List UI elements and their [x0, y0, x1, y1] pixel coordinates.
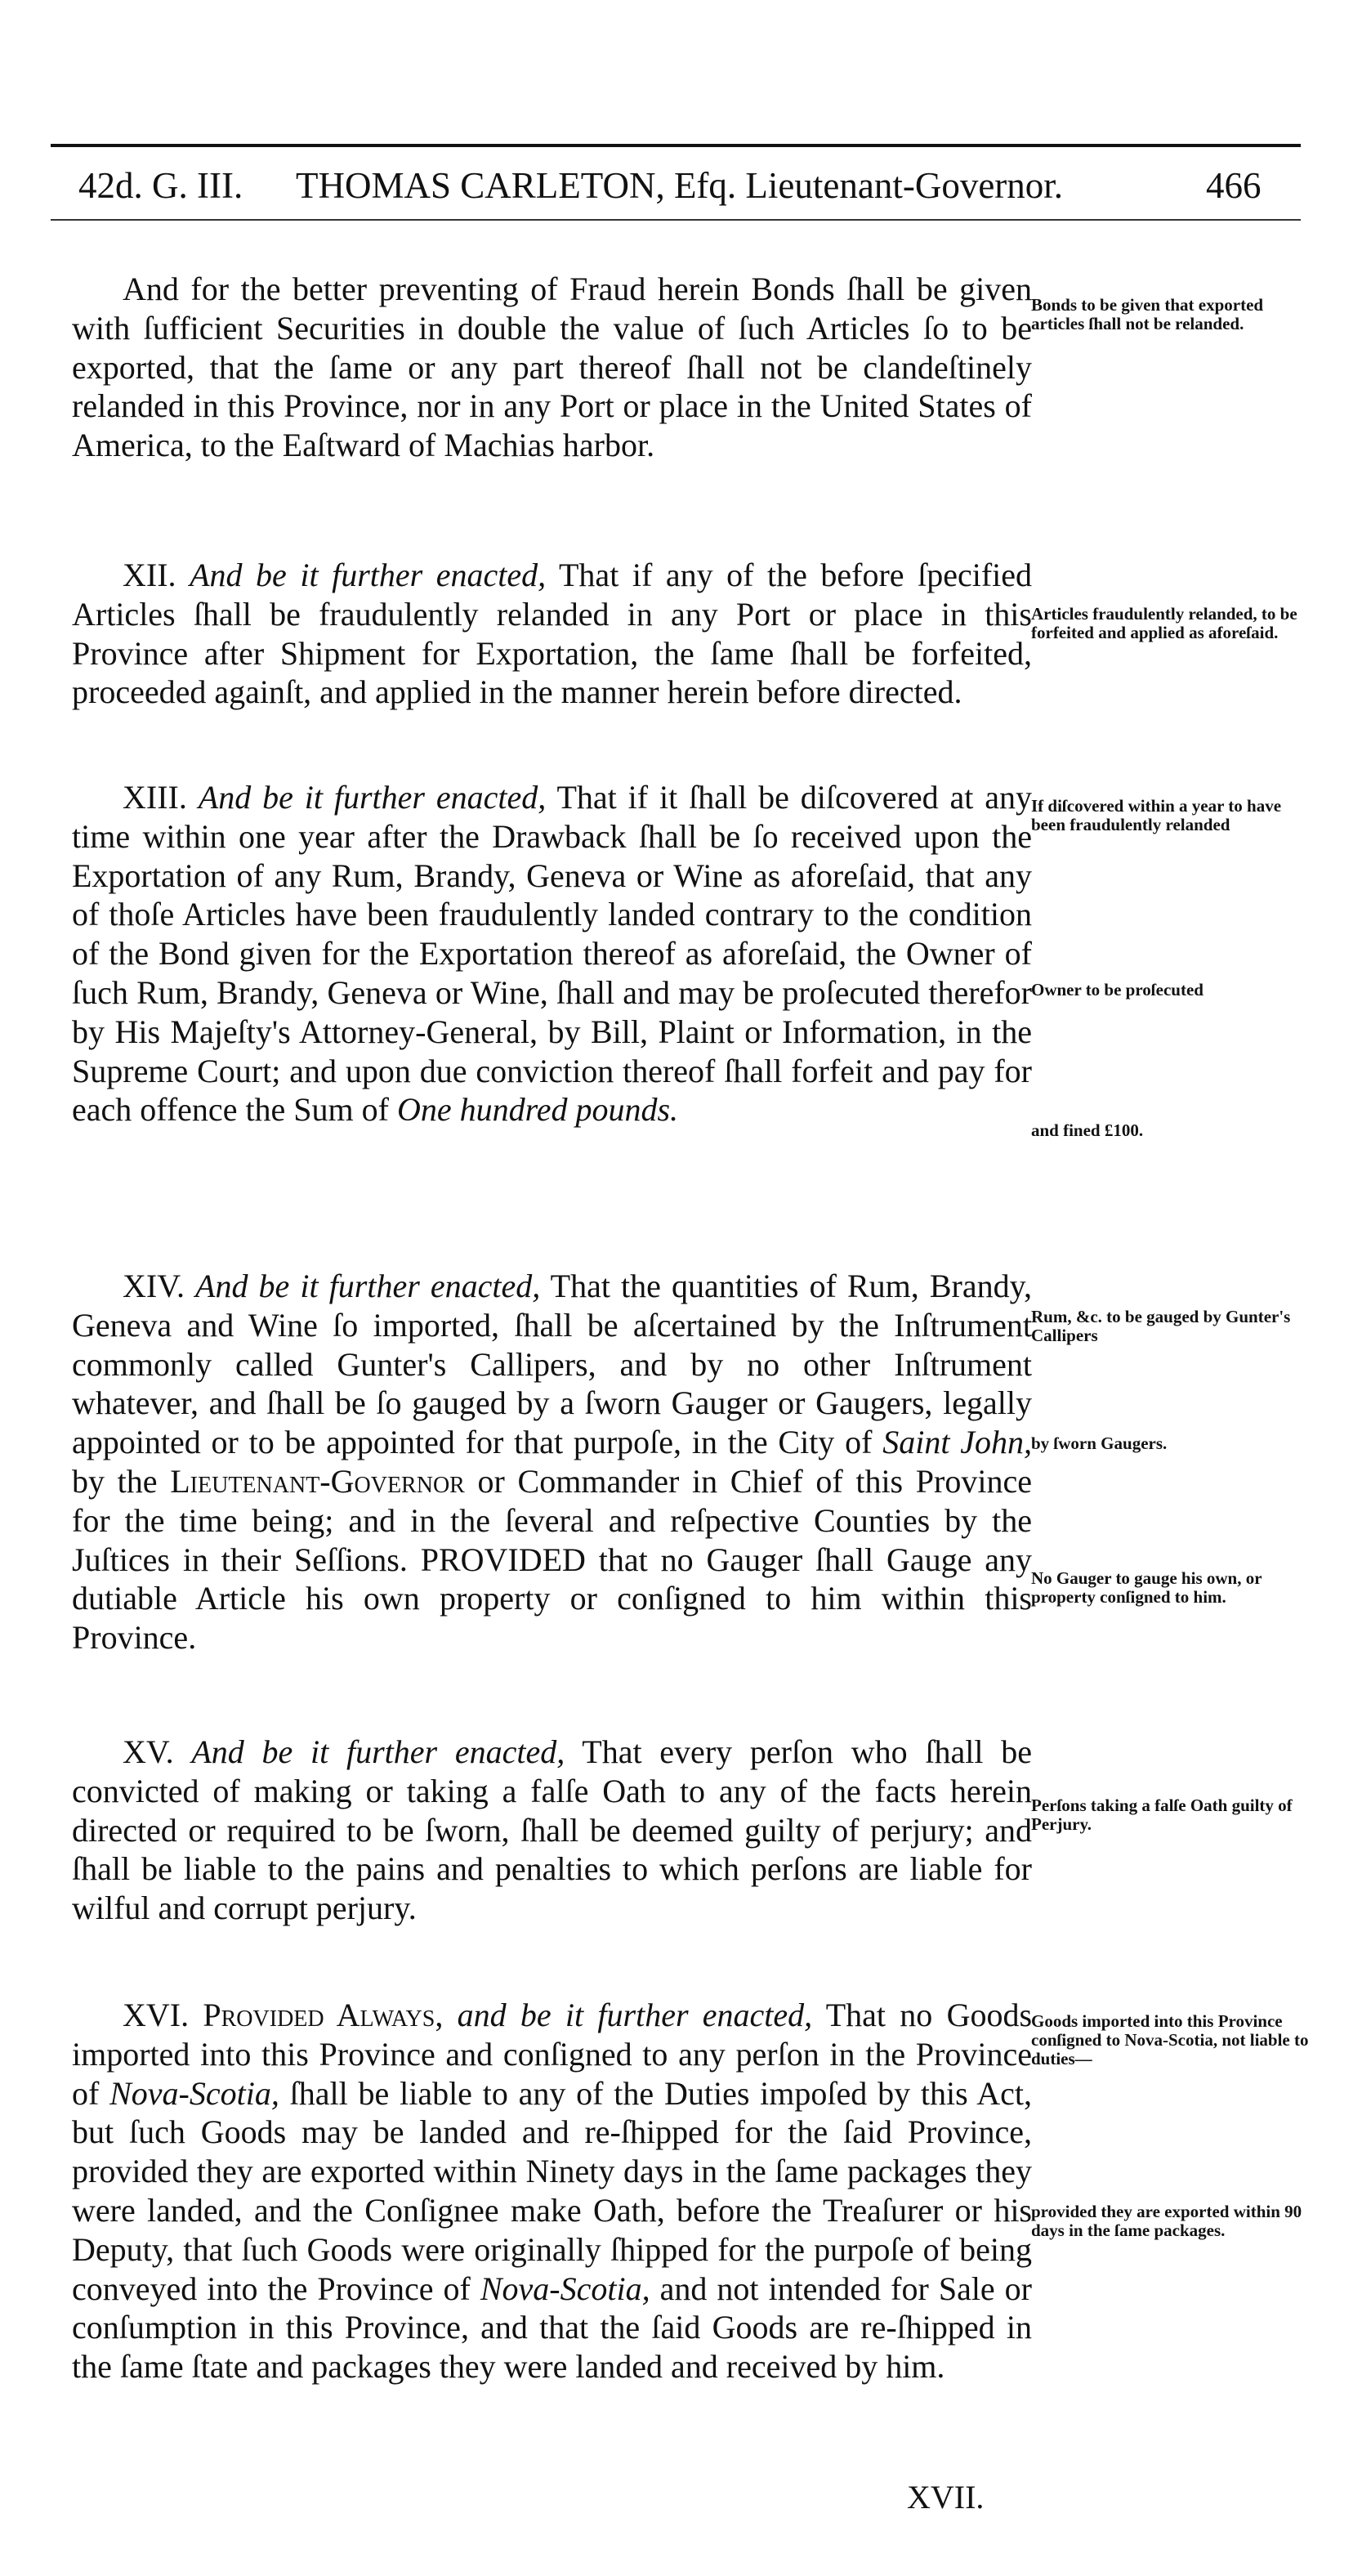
place-name: Nova-Scotia, [480, 2270, 650, 2307]
section-xvi [72, 1996, 1032, 2386]
place-name: Nova-Scotia, [109, 2074, 279, 2112]
section-number: XVI. [123, 1997, 190, 2033]
section-text: and not intended for Sale or conſumption in this Province, and that the ſaid Goods are re-ſhipped in the ſame ſtate and packages they were landed and received by him. [72, 2270, 1033, 2386]
office-title: Lieutenant-Governor [170, 1462, 465, 1500]
city-name: Saint John, [882, 1424, 1033, 1461]
section-text: That every perſon who ſhall be convicted of making or taking a falſe Oath to any of the facts herein directed or required to be ſworn, ſhall be deemed guilty of perjury; and ſhall be liable to the pains and penalties to which perſons are liable for wilful and corrupt perjury. [72, 1733, 1033, 1927]
header-regnal-year: 42d. G. III. [78, 165, 243, 206]
section-xv [72, 1733, 1032, 1928]
section-text: That if any of the before ſpecified Articles ſhall be fraudulently relanded in any Port or place in this Province after Shipment for Exportation, the ſame ſhall be forfeited, proceeded againſt, and applied in the manner herein before directed. [72, 557, 1033, 711]
top-rule [51, 144, 1301, 147]
section-text: That no Goods imported into this Province and conſigned to any perſon in the Province of [72, 1997, 1033, 2112]
enacting-clause: And be it further enacted, [198, 779, 547, 816]
section-number: XIII. [123, 779, 187, 816]
margin-note: by ſworn Gaugers. [1031, 1433, 1168, 1453]
section-number: XV. [123, 1733, 174, 1770]
section-text: That the quantities of Rum, Brandy, Geneva and Wine ſo imported, ſhall be aſcertained by the Inſtrument commonly called Gunter's Callipers, and by no other Inſtrument whatever, and ſhall be ſo gauged by a ſworn Gauger or Gaugers, legally appointed or to be appointed for that purpoſe, in the City of [72, 1268, 1033, 1461]
enacting-clause: and be it further enacted, [457, 1997, 813, 2033]
section-text: ſhall be liable to any of the Duties impoſed by this Act, but ſuch Goods may be landed and re-ſhipped for the ſaid Province, provided they are exported within Ninety days in the ſame packages they were landed, and the Conſignee make Oath, before the Treaſurer or his Deputy, that ſuch Goods were originally ſhipped for the purpoſe of being conveyed into the Province of [72, 2074, 1032, 2307]
section-number: XII. [123, 557, 176, 593]
margin-note: provided they are exported within 90 days in the ſame packages. [1031, 2202, 1302, 2240]
paragraph-bonds [72, 270, 1032, 465]
margin-note: If diſcovered within a year to have been fraudulently relanded [1031, 796, 1282, 834]
section-number: XIV. [123, 1268, 185, 1304]
enacting-clause: And be it further enacted, [190, 557, 547, 593]
catchword: XVII. [907, 2479, 985, 2516]
proviso-clause: Provided Always, [203, 1997, 444, 2033]
section-text: That if it ſhall be diſcovered at any time within one year after the Drawback ſhall be ſo received upon the Exportation of any Rum, Brandy, Geneva or Wine as aforeſaid, that any of thoſe Articles have been fraudulently landed contrary to the condition of the Bond given for the Exportation thereof as aforeſaid, the Owner of ſuch Rum, Brandy, Geneva or Wine, ſhall and may be proſecuted therefor by His Majeſty's Attorney-General, by Bill, Plaint or Information, in the Supreme Court; and upon due conviction thereof ſhall forfeit and pay for each offence the Sum of [72, 779, 1033, 1129]
margin-note: Articles fraudulently relanded, to be forfeited and applied as aforeſaid. [1031, 604, 1297, 642]
margin-note: Owner to be proſecuted [1031, 980, 1204, 1000]
paragraph-text: And for the better preventing of Fraud herein Bonds ſhall be given with ſufficient Securities in double the value of ſuch Articles ſo to be exported, that the ſame or any part thereof ſhall not be clandeſtinely relanded in this Province, nor in any Port or place in the United States of America, to the Eaſtward of Machias harbor. [72, 271, 1032, 464]
running-header [51, 157, 1301, 214]
margin-note: and fined £100. [1031, 1120, 1144, 1140]
section-text: by the [72, 1462, 158, 1500]
penalty-amount: One hundred pounds. [397, 1091, 679, 1129]
header-rule [51, 219, 1301, 221]
section-text: or Commander in Chief of this Province for the time being; and in the ſeveral and reſpective Counties by the Juſtices in their Seſſions. PROVIDED that no Gauger ſhall Gauge any dutiable Article his own property or conſigned to him within this Province. [72, 1462, 1032, 1657]
margin-note: No Gauger to gauge his own, or property conſigned to him. [1031, 1568, 1262, 1607]
margin-note: Goods imported into this Province conſigned to Nova-Scotia, not liable to duties— [1031, 2011, 1309, 2068]
enacting-clause: And be it further enacted, [195, 1268, 541, 1304]
margin-note: Rum, &c. to be gauged by Gunter's Callipers [1031, 1307, 1291, 1345]
margin-note: Perſons taking a falſe Oath guilty of Perjury. [1031, 1796, 1293, 1834]
page-number: 466 [1206, 165, 1262, 206]
enacting-clause: And be it further enacted, [191, 1733, 565, 1770]
section-xiii [72, 778, 1032, 1129]
section-xii [72, 556, 1032, 712]
header-title: THOMAS CARLETON, Efq. Lieutenant-Governor. [296, 165, 1064, 206]
margin-note: Bonds to be given that exported articles ſhall not be relanded. [1031, 295, 1264, 333]
section-xiv [72, 1267, 1032, 1657]
